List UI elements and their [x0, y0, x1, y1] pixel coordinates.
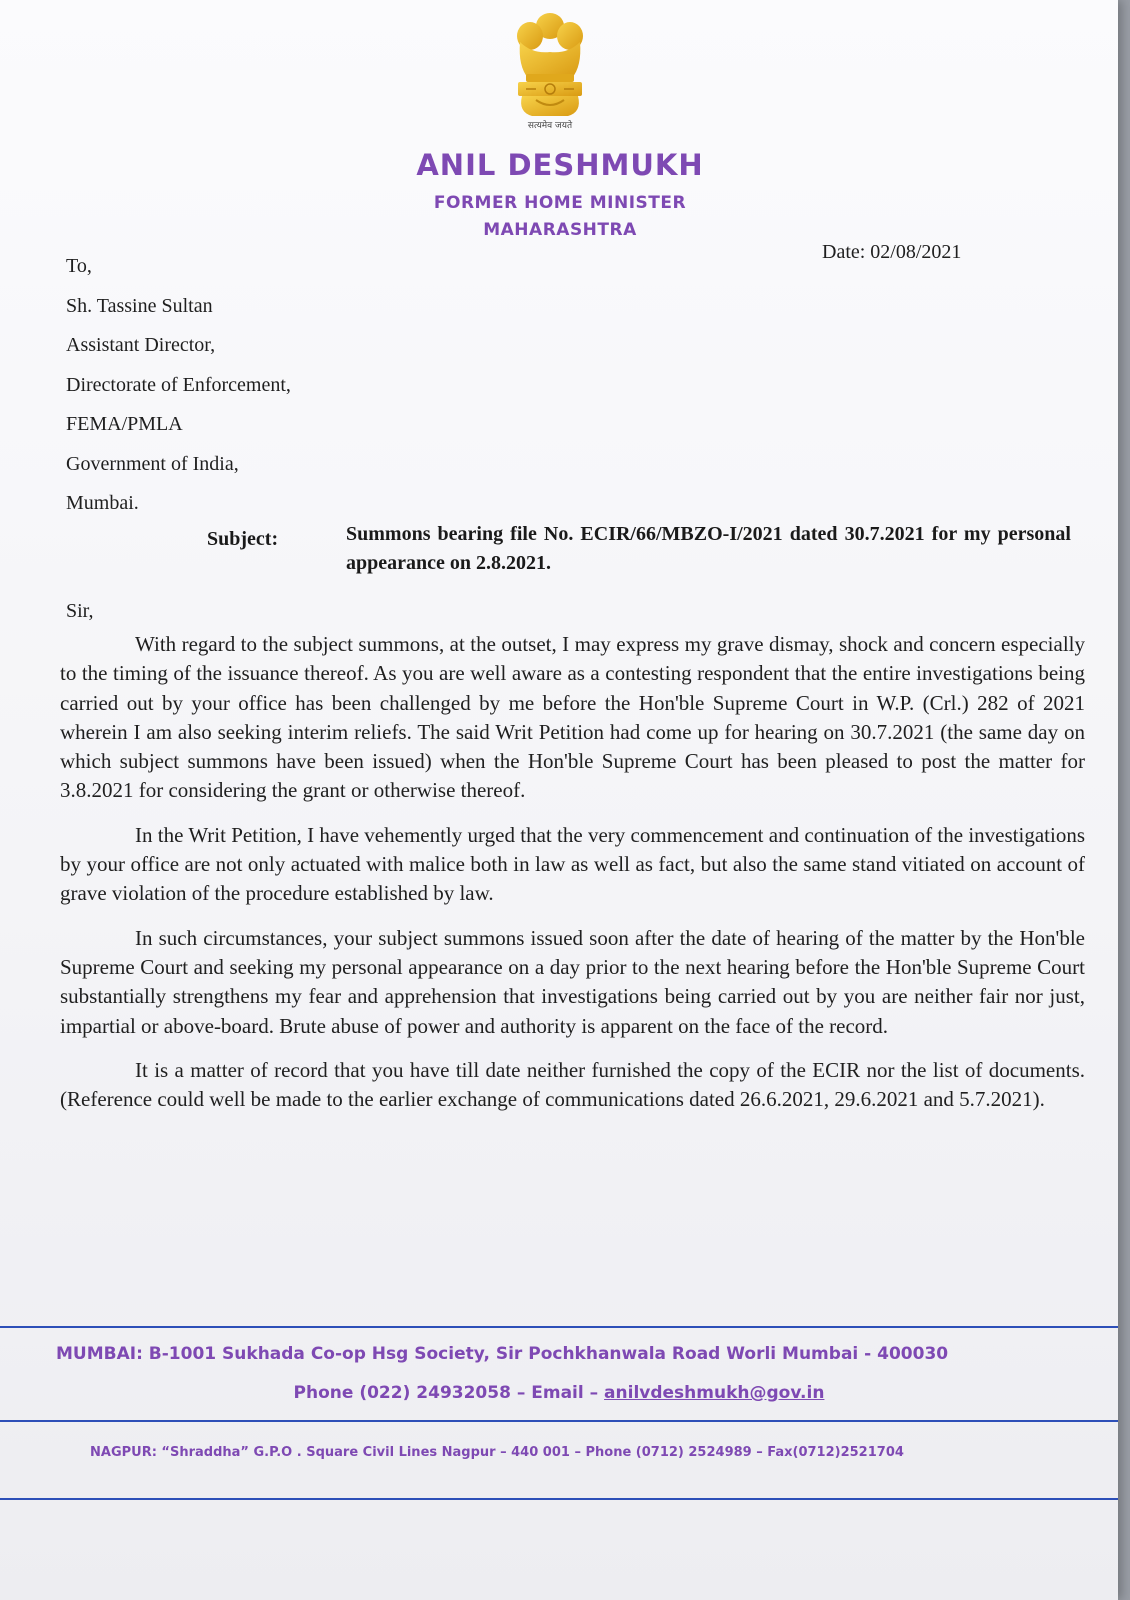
- letter-date: Date: 02/08/2021: [822, 241, 962, 263]
- address-line: Government of India,: [66, 452, 239, 475]
- state-emblem-icon: [508, 8, 592, 120]
- emblem-motto: सत्यमेव जयते: [527, 121, 573, 131]
- subject-label: Subject:: [207, 528, 279, 550]
- footer-divider: [0, 1326, 1118, 1328]
- footer-divider: [0, 1420, 1118, 1422]
- salutation: Sir,: [66, 600, 94, 622]
- address-line: To,: [66, 255, 92, 277]
- address-line: Sh. Tassine Sultan: [66, 294, 213, 317]
- footer-mumbai-address: MUMBAI: B-1001 Sukhada Co-op Hsg Society, Sir Pochkhanwala Road Worli Mumbai - 400030: [56, 1344, 949, 1364]
- address-line: FEMA/PMLA: [66, 413, 183, 435]
- letterhead-title: FORMER HOME MINISTER: [433, 193, 687, 213]
- footer-phone: Phone (022) 24932058 – Email –: [293, 1383, 605, 1403]
- body-paragraph: It is a matter of record that you have till date neither furnished the copy of the ECIR nor the list of documents. (Reference could well be made to the earlier exchange of communications dated 26.6.2021, 29.6.2021 and 5.7.2021).: [60, 1057, 1085, 1112]
- address-line: Directorate of Enforcement,: [66, 373, 291, 396]
- letterhead-name: ANIL DESHMUKH: [416, 148, 704, 182]
- subject-text: Summons bearing file No. ECIR/66/MBZO-I/2021 dated 30.7.2021 for my personal appearance on 2.8.2021.: [346, 523, 1071, 574]
- letter-body: [60, 630, 1085, 1129]
- address-line: Assistant Director,: [66, 334, 216, 356]
- footer-contact: [0, 1383, 1118, 1403]
- footer-nagpur-address: NAGPUR: “Shraddha” G.P.O . Square Civil Lines Nagpur – 440 001 – Phone (0712) 2524989 – Fax(0712)2521704: [90, 1445, 904, 1460]
- letterhead-state: MAHARASHTRA: [483, 220, 637, 240]
- body-paragraph: With regard to the subject summons, at the outset, I may express my grave dismay, shock and concern especially to the timing of the issuance thereof. As you are well aware as a contesting respondent that the entire investigations being carried out by your office has been challenged by me before the Hon'ble Supreme Court in W.P. (Crl.) 282 of 2021 wherein I am also seeking interim reliefs. The said Writ Petition had come up for hearing on 30.7.2021 (the same day on which subject summons have been issued) when the Hon'ble Supreme Court has been pleased to post the matter for 3.8.2021 for considering the grant or otherwise thereof.: [60, 632, 1085, 803]
- footer-email-link[interactable]: anilvdeshmukh@gov.in: [604, 1383, 825, 1403]
- address-line: Mumbai.: [66, 492, 139, 514]
- recipient-address: [66, 255, 291, 532]
- body-paragraph: In the Writ Petition, I have vehemently urged that the very commencement and continuation of the investigations by your office are not only actuated with malice both in law as well as fact, but also the same stand vitiated on account of grave violation of the procedure established by law.: [60, 822, 1085, 906]
- body-paragraph: In such circumstances, your subject summons issued soon after the date of hearing of the matter by the Hon'ble Supreme Court and seeking my personal appearance on a day prior to the next hearing before the Hon'ble Supreme Court substantially strengthens my fear and apprehension that investigations being carried out by you are neither fair nor just, impartial or above-board. Brute abuse of power and authority is apparent on the face of the record.: [60, 925, 1085, 1038]
- footer-divider: [0, 1498, 1118, 1500]
